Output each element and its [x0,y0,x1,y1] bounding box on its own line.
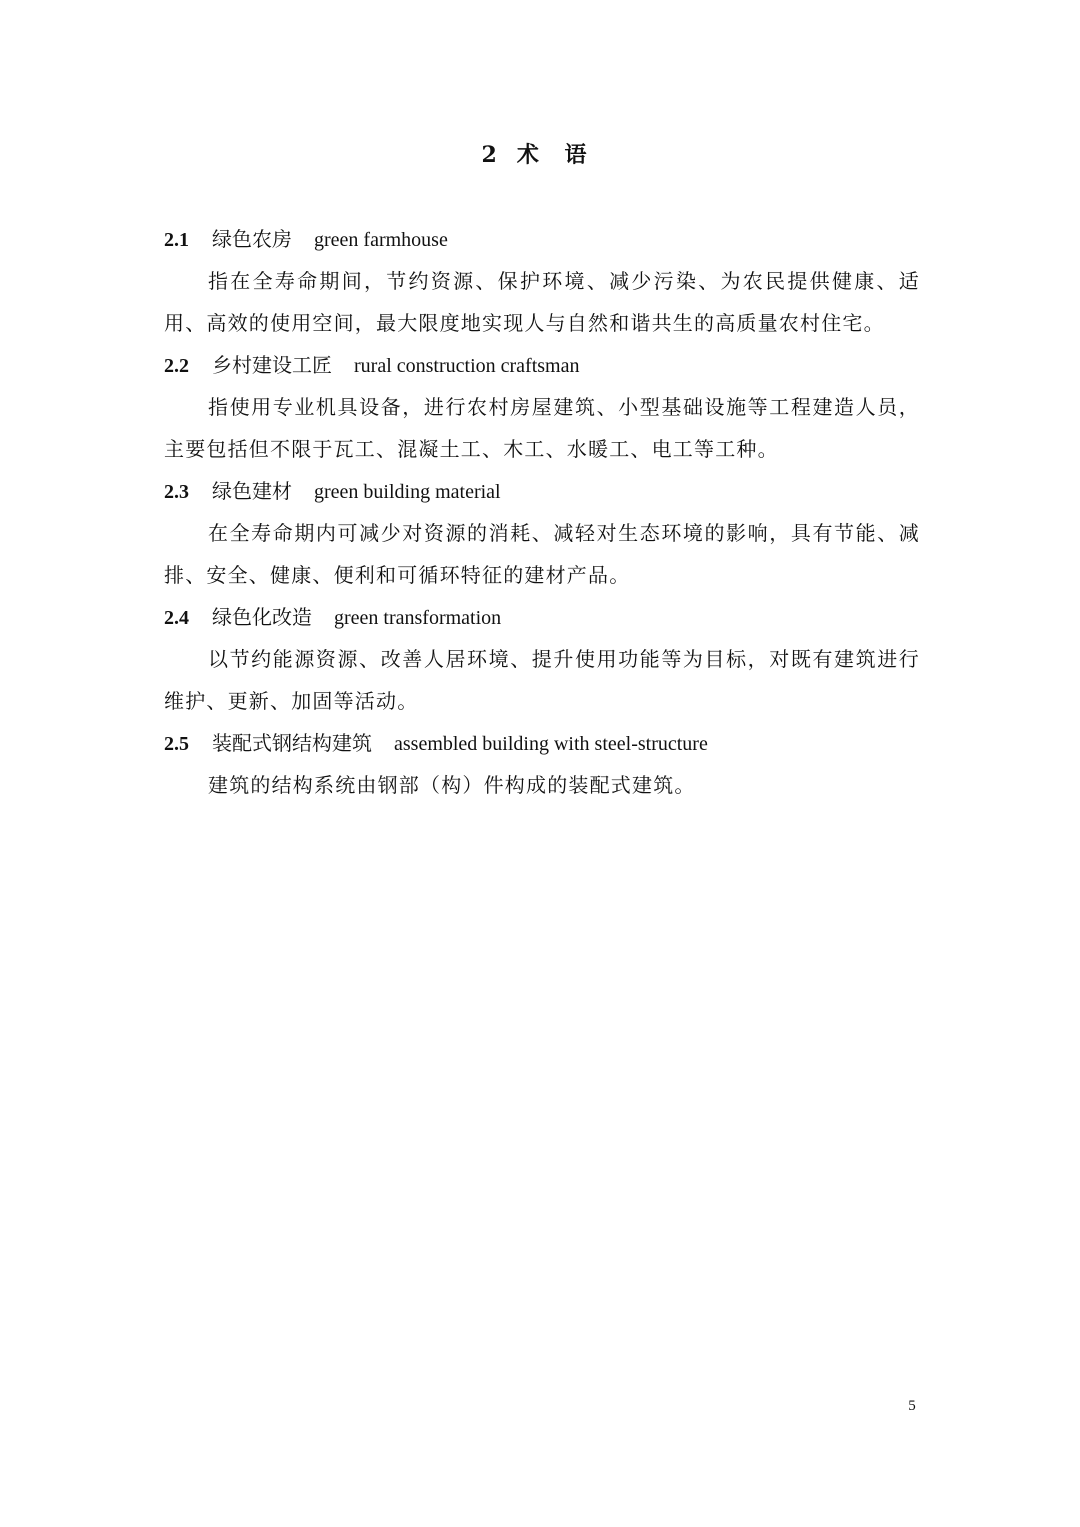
terms-section [164,218,920,806]
term-number: 2.1 [164,229,189,251]
term-english: assembled building with steel-structure [394,733,708,755]
term-chinese: 装配式钢结构建筑 [212,731,372,755]
term-english: green transformation [334,607,502,629]
term-definition: 建筑的结构系统由钢部（构）件构成的装配式建筑。 [208,773,696,797]
chapter-number: 2 [481,142,499,168]
term-heading [164,722,920,764]
term-definition: 在全寿命期内可减少对资源的消耗、减轻对生态环境的影响，具有节能、减排、安全、健康、便利和可循环特征的建材产品。 [164,521,920,587]
page-number: 5 [908,1398,916,1414]
term-english: rural construction craftsman [354,355,580,377]
term-number: 2.2 [164,355,189,377]
term-definition: 以节约能源资源、改善人居环境、提升使用功能等为目标，对既有建筑进行维护、更新、加固等活动。 [164,647,920,713]
term-heading [164,596,920,638]
term-number: 2.4 [164,607,189,629]
term-chinese: 绿色农房 [212,227,292,251]
term-definition: 指在全寿命期间，节约资源、保护环境、减少污染、为农民提供健康、适用、高效的使用空间，最大限度地实现人与自然和谐共生的高质量农村住宅。 [164,269,920,335]
chapter-heading [0,138,1080,169]
term-heading [164,218,920,260]
term-chinese: 绿色建材 [212,479,292,503]
term-chinese: 绿色化改造 [212,605,312,629]
term-english: green building material [314,481,501,503]
term-heading [164,344,920,386]
term-english: green farmhouse [314,229,448,251]
term-number: 2.5 [164,733,189,755]
term-chinese: 乡村建设工匠 [212,353,332,377]
term-heading [164,470,920,512]
chapter-title: 术 语 [516,142,589,168]
term-number: 2.3 [164,481,189,503]
term-definition: 指使用专业机具设备，进行农村房屋建筑、小型基础设施等工程建造人员，主要包括但不限于瓦工、混凝土工、木工、水暖工、电工等工种。 [164,395,920,461]
